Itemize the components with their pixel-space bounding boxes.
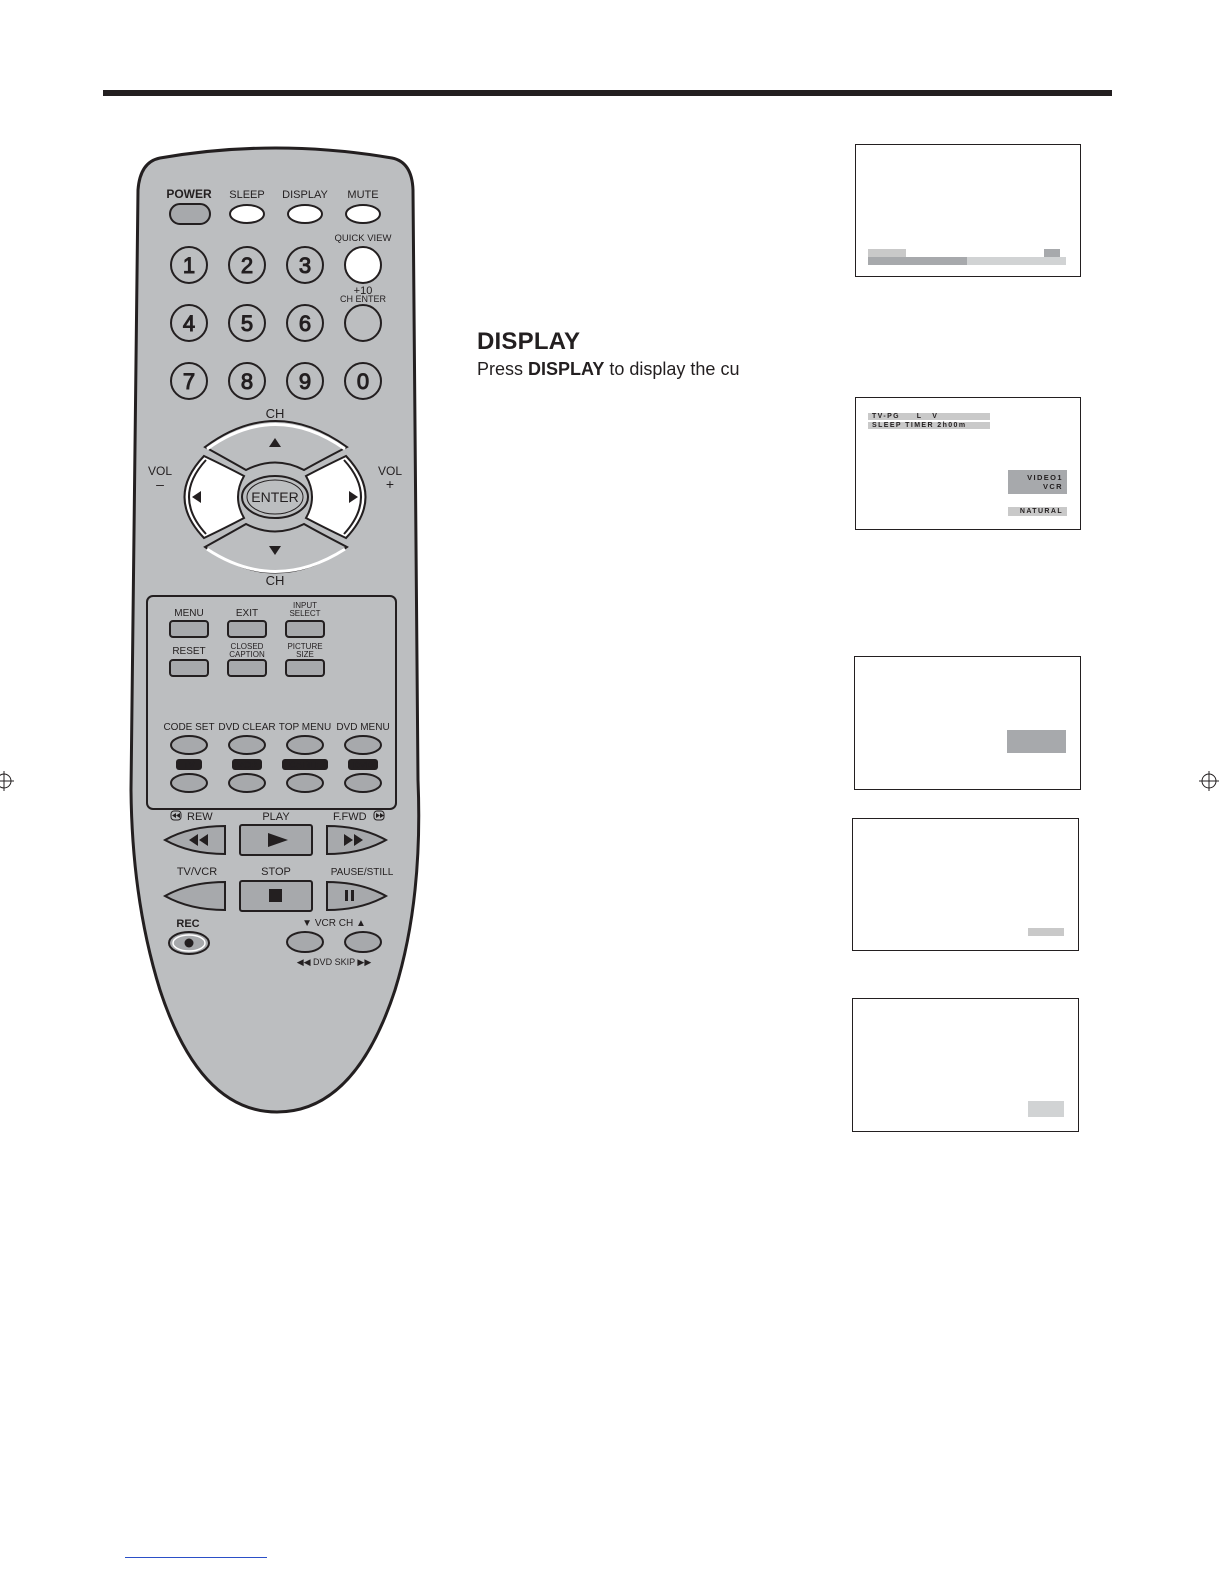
caption-label: CAPTION <box>229 650 265 659</box>
digit-label-6: 7 <box>182 369 196 394</box>
osd-input-line1: VIDEO1 <box>1027 473 1063 482</box>
code-set-button[interactable] <box>171 736 207 754</box>
instruction-text <box>477 359 739 380</box>
sleep-label: SLEEP <box>229 189 265 201</box>
ch-enter-button[interactable] <box>345 305 381 341</box>
digit-label-7: 8 <box>240 369 254 394</box>
pause-still-label: PAUSE/STILL <box>330 867 394 878</box>
picture-size-button[interactable] <box>286 660 324 676</box>
osd-input-line2: VCR <box>1042 482 1063 491</box>
digit-label-8: 9 <box>298 369 312 394</box>
vol-left-label: VOL <box>147 464 173 478</box>
cable-tag-label: CABLE <box>288 760 322 771</box>
instruction-prefix: Press <box>477 359 529 379</box>
dvd-menu-button[interactable] <box>345 736 381 754</box>
digit-label-3: 4 <box>182 311 196 336</box>
osd-bar-right <box>1044 249 1060 257</box>
tv-tag-label: TV <box>182 760 196 771</box>
tv-screen-2 <box>855 397 1081 530</box>
tv-vcr-label: TV/VCR <box>176 866 218 878</box>
dvd-menu-label: DVD MENU <box>336 722 390 733</box>
closed-caption-button[interactable] <box>228 660 266 676</box>
instruction-button-name: DISPLAY <box>528 359 605 379</box>
vcr-ch-label: ▼ VCR CH ▲ <box>302 918 366 929</box>
tv-mode-button[interactable] <box>171 774 207 792</box>
mute-button[interactable] <box>346 205 380 223</box>
osd-small-bar-4 <box>1028 928 1064 936</box>
stop-label: STOP <box>261 866 291 878</box>
osd-input-box <box>1008 470 1067 494</box>
top-menu-label: TOP MENU <box>278 722 332 733</box>
quick-view-label: QUICK VIEW <box>334 233 392 244</box>
sleep-button[interactable] <box>230 205 264 223</box>
instruction-suffix: to display the cu <box>604 359 740 379</box>
osd-small-box-5 <box>1028 1101 1064 1117</box>
vol-right-label: VOL <box>377 464 403 478</box>
stop-icon <box>269 889 282 902</box>
display-button[interactable] <box>288 205 322 223</box>
digit-label-2: 3 <box>298 253 312 278</box>
digit-label-9: 0 <box>356 369 370 394</box>
enter-label: ENTER <box>251 489 299 505</box>
ch-enter-label: CH ENTER <box>339 294 387 304</box>
power-button[interactable] <box>170 204 210 224</box>
dvd-tag-label: DVD <box>352 760 374 771</box>
cable-mode-button[interactable] <box>287 774 323 792</box>
menu-label: MENU <box>174 608 204 619</box>
ch-down-label: CH <box>265 573 285 588</box>
play-label: PLAY <box>262 811 290 823</box>
osd-input-box-3 <box>1007 730 1066 753</box>
osd-bar-left <box>868 249 906 257</box>
ffwd-label: F.FWD <box>333 811 367 823</box>
registration-mark-right <box>1199 771 1219 791</box>
dvd-clear-button[interactable] <box>229 736 265 754</box>
select-label: SELECT <box>289 609 321 618</box>
osd-progress-fill <box>868 257 967 265</box>
vcr-ch-up-button[interactable] <box>345 932 381 952</box>
rew-label: REW <box>187 811 213 823</box>
input-label: INPUT <box>293 601 317 610</box>
tv-screen-4 <box>852 818 1079 951</box>
display-label: DISPLAY <box>282 189 328 201</box>
reset-button[interactable] <box>170 660 208 676</box>
digit-label-1: 2 <box>240 253 254 278</box>
exit-button[interactable] <box>228 621 266 637</box>
rec-dot-icon <box>185 939 194 948</box>
dvd-mode-button[interactable] <box>345 774 381 792</box>
section-title: DISPLAY <box>477 328 581 355</box>
registration-mark-left <box>0 771 14 791</box>
dvd-clear-label: DVD CLEAR <box>218 722 276 733</box>
power-label: POWER <box>166 187 212 201</box>
ch-up-label: CH <box>265 406 285 421</box>
top-menu-button[interactable] <box>287 736 323 754</box>
input-select-button[interactable] <box>286 621 324 637</box>
osd-picture-mode: NATURAL <box>1008 507 1067 516</box>
digit-label-4: 5 <box>240 311 254 336</box>
vcr-ch-down-button[interactable] <box>287 932 323 952</box>
size-label: SIZE <box>296 650 314 659</box>
vol-plus-label: + <box>385 476 395 492</box>
plus10-label: +10 <box>353 285 373 297</box>
code-set-label: CODE SET <box>163 722 215 733</box>
footer-link-underline <box>125 1557 267 1558</box>
tv-screen-5 <box>852 998 1079 1132</box>
digit-label-0: 1 <box>182 253 196 278</box>
menu-button[interactable] <box>170 621 208 637</box>
mute-label: MUTE <box>347 189 379 201</box>
vcr-mode-button[interactable] <box>229 774 265 792</box>
digit-label-5: 6 <box>298 311 312 336</box>
closed-label: CLOSED <box>230 642 264 651</box>
vol-minus-label: – <box>156 476 164 492</box>
osd-rating-line: TV-PG L V <box>868 413 990 420</box>
dvd-skip-label: ◀◀ DVD SKIP ▶▶ <box>296 957 372 967</box>
tv-screen-1 <box>855 144 1081 277</box>
osd-sleep-timer-line: SLEEP TIMER 2h00m <box>868 422 990 429</box>
rec-label: REC <box>176 918 200 930</box>
tv-screen-3 <box>854 656 1081 790</box>
vcr-tag-label: VCR <box>236 760 258 771</box>
reset-label: RESET <box>172 646 206 657</box>
quick-view-button[interactable] <box>345 247 381 283</box>
exit-label: EXIT <box>235 608 259 619</box>
picture-label: PICTURE <box>287 642 323 651</box>
